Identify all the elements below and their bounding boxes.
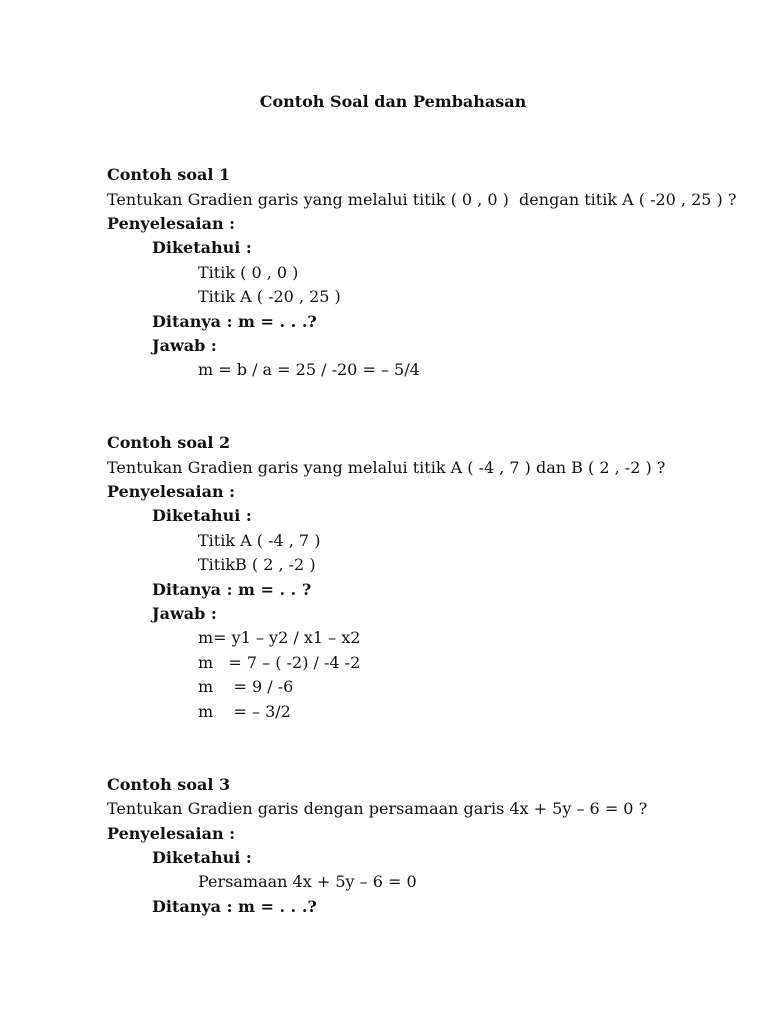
soal1-jawab: Jawab : (152, 336, 217, 355)
soal2-known-1: Titik A ( -4 , 7 ) (198, 531, 321, 550)
soal2-ditanya: Ditanya : m = . . ? (152, 580, 312, 599)
soal3-diketahui: Diketahui : (152, 848, 252, 867)
soal2-diketahui: Diketahui : (152, 506, 252, 525)
soal1-ditanya: Ditanya : m = . . .? (152, 312, 317, 331)
soal2-answer-3: m = 9 / -6 (198, 677, 294, 696)
soal2-answer-4: m = – 3/2 (198, 702, 291, 721)
soal1-known-2: Titik A ( -20 , 25 ) (198, 287, 341, 306)
soal2-answer-2: m = 7 – ( -2) / -4 -2 (198, 653, 361, 672)
soal1-penyelesaian: Penyelesaian : (107, 214, 236, 233)
soal3-penyelesaian: Penyelesaian : (107, 824, 236, 843)
soal2-heading: Contoh soal 2 (107, 433, 231, 452)
soal1-answer-1: m = b / a = 25 / -20 = – 5/4 (198, 360, 420, 379)
soal1-diketahui: Diketahui : (152, 238, 252, 257)
soal1-question: Tentukan Gradien garis yang melalui titik ( 0 , 0 ) dengan titik A ( -20 , 25 ) ? (107, 190, 737, 209)
soal2-question: Tentukan Gradien garis yang melalui titik A ( -4 , 7 ) dan B ( 2 , -2 ) ? (107, 458, 666, 477)
soal2-jawab: Jawab : (152, 604, 217, 623)
soal2-penyelesaian: Penyelesaian : (107, 482, 236, 501)
soal2-known-2: TitikB ( 2 , -2 ) (198, 555, 316, 574)
soal3-heading: Contoh soal 3 (107, 775, 231, 794)
soal1-known-1: Titik ( 0 , 0 ) (198, 263, 299, 282)
soal1-heading: Contoh soal 1 (107, 165, 231, 184)
soal3-ditanya: Ditanya : m = . . .? (152, 897, 317, 916)
soal3-known-1: Persamaan 4x + 5y – 6 = 0 (198, 872, 417, 891)
document-title: Contoh Soal dan Pembahasan (259, 92, 527, 111)
soal2-answer-1: m= y1 – y2 / x1 – x2 (198, 628, 361, 647)
soal3-question: Tentukan Gradien garis dengan persamaan garis 4x + 5y – 6 = 0 ? (107, 799, 648, 818)
